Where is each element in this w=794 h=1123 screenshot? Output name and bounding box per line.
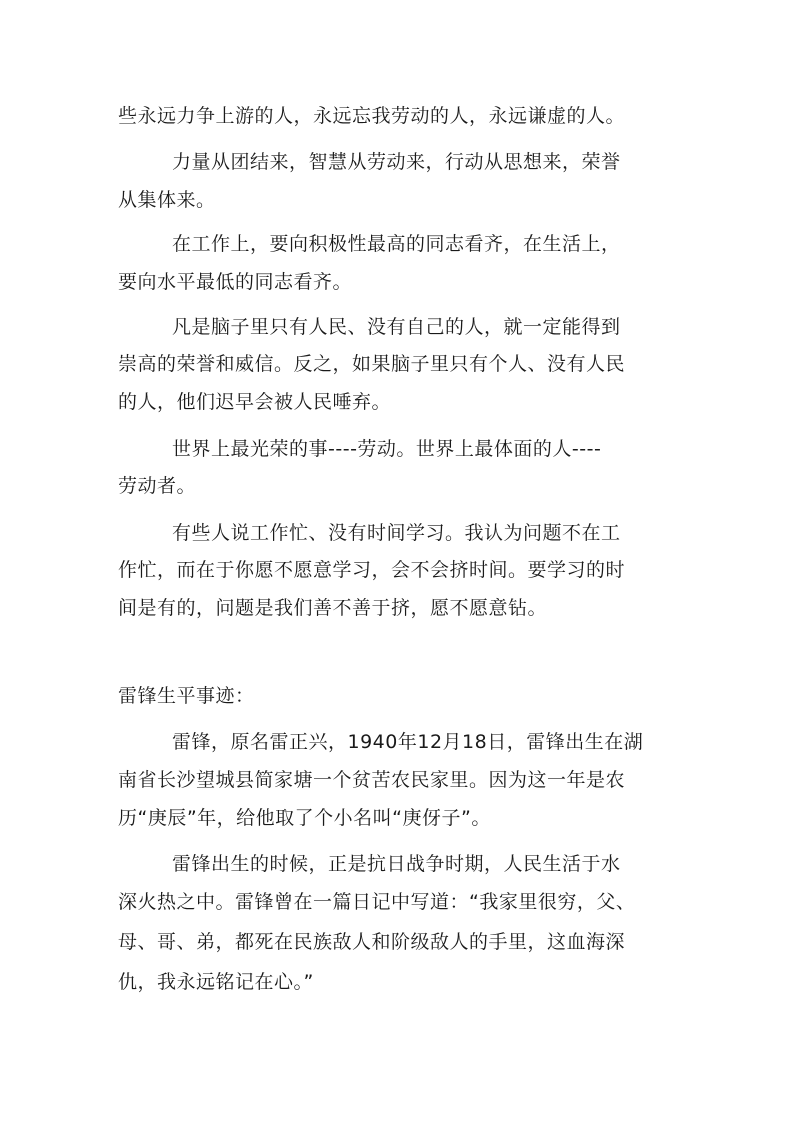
text-line: 南省长沙望城县简家塘一个贫苦农民家里。因为这一年是农 bbox=[118, 769, 626, 791]
paragraph-line: 雷锋出生的时候，正是抗日战争时期，人民生活于水 bbox=[172, 853, 621, 875]
text-line: 仇，我永远铭记在心。” bbox=[118, 971, 314, 993]
text-line: 作忙，而在于你愿不愿意学习，会不会挤时间。要学习的时 bbox=[118, 559, 626, 581]
text-line: 要向水平最低的同志看齐。 bbox=[118, 271, 353, 293]
text-line: 间是有的，问题是我们善不善于挤，愿不愿意钻。 bbox=[118, 597, 548, 619]
section-heading: 雷锋生平事迹： bbox=[118, 685, 255, 707]
text-line: 崇高的荣誉和威信。反之，如果脑子里只有个人、没有人民 bbox=[118, 353, 626, 375]
text-line: 母、哥、弟，都死在民族敌人和阶级敌人的手里，这血海深 bbox=[118, 931, 626, 953]
text-line: 劳动者。 bbox=[118, 475, 197, 497]
text-line: 的人，他们迟早会被人民唾弃。 bbox=[118, 391, 392, 413]
text-line: 历“庚辰”年，给他取了个小名叫“庚伢子”。 bbox=[118, 807, 491, 829]
paragraph-line: 有些人说工作忙、没有时间学习。我认为问题不在工 bbox=[172, 522, 621, 544]
paragraph-line: 世界上最光荣的事----劳动。世界上最体面的人---- bbox=[172, 438, 602, 460]
paragraph-line: 凡是脑子里只有人民、没有自己的人，就一定能得到 bbox=[172, 316, 621, 338]
paragraph-line: 力量从团结来，智慧从劳动来，行动从思想来，荣誉 bbox=[172, 151, 621, 173]
paragraph-line: 雷锋，原名雷正兴，1940年12月18日，雷锋出生在湖 bbox=[172, 731, 644, 753]
text-line: 从集体来。 bbox=[118, 189, 216, 211]
text-line: 深火热之中。雷锋曾在一篇日记中写道：“我家里很穷，父、 bbox=[118, 891, 636, 913]
text-line: 些永远力争上游的人，永远忘我劳动的人，永远谦虚的人。 bbox=[118, 105, 626, 127]
paragraph-line: 在工作上，要向积极性最高的同志看齐，在生活上， bbox=[172, 233, 621, 255]
